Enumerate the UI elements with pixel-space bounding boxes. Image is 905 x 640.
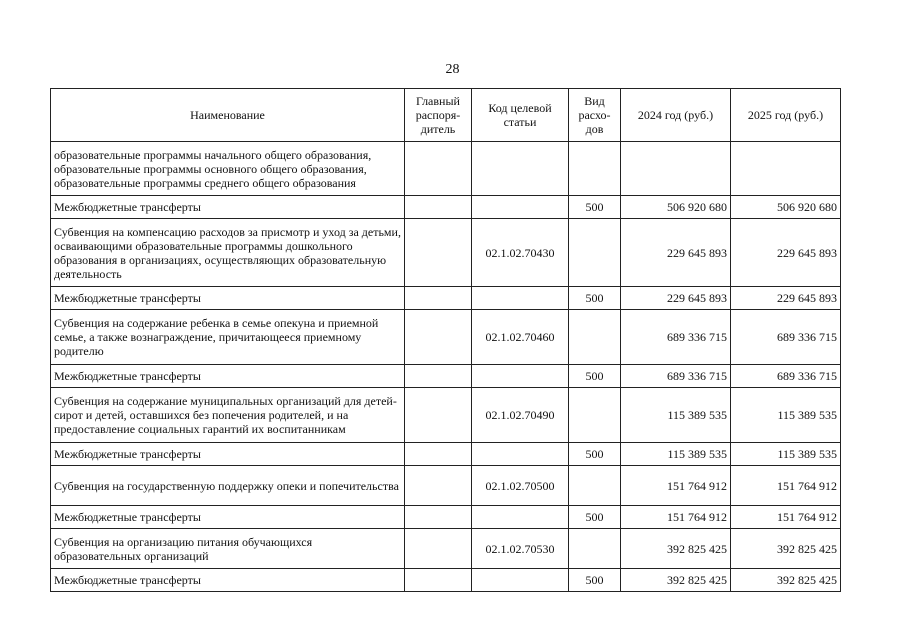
row-target-code xyxy=(472,506,569,529)
header-main-manager: Главный распоря-дитель xyxy=(405,89,472,142)
table-row xyxy=(51,466,841,506)
row-amount-2025: 229 645 893 xyxy=(731,287,841,310)
row-amount-2025: 229 645 893 xyxy=(731,219,841,287)
row-amount-2024: 115 389 535 xyxy=(621,443,731,466)
table-row xyxy=(51,196,841,219)
row-expense-type: 500 xyxy=(569,287,621,310)
row-name: Межбюджетные трансферты xyxy=(51,287,405,310)
table-row xyxy=(51,142,841,196)
row-amount-2025: 115 389 535 xyxy=(731,443,841,466)
row-amount-2024: 151 764 912 xyxy=(621,506,731,529)
row-target-code: 02.1.02.70490 xyxy=(472,388,569,443)
row-expense-type: 500 xyxy=(569,443,621,466)
row-name: Субвенция на содержание муниципальных организаций для детей-сирот и детей, оставшихся без попечения родителей, и на предоставление социальных гарантий их воспитанникам xyxy=(51,388,405,443)
table-row xyxy=(51,443,841,466)
row-amount-2025: 151 764 912 xyxy=(731,466,841,506)
row-target-code xyxy=(472,443,569,466)
row-amount-2024: 115 389 535 xyxy=(621,388,731,443)
row-amount-2024: 689 336 715 xyxy=(621,310,731,365)
row-main-manager xyxy=(405,388,472,443)
row-expense-type xyxy=(569,310,621,365)
row-amount-2025: 392 825 425 xyxy=(731,569,841,592)
row-name: образовательные программы начального общего образования, образовательные программы основного общего образования, образовательные программы среднего общего образования xyxy=(51,142,405,196)
header-target-code: Код целевой статьи xyxy=(472,89,569,142)
row-name: Субвенция на содержание ребенка в семье опекуна и приемной семье, а также вознаграждение, причитающееся приемному родителю xyxy=(51,310,405,365)
row-main-manager xyxy=(405,142,472,196)
row-amount-2024: 392 825 425 xyxy=(621,529,731,569)
row-amount-2025: 689 336 715 xyxy=(731,310,841,365)
row-target-code: 02.1.02.70430 xyxy=(472,219,569,287)
table-row xyxy=(51,310,841,365)
row-amount-2024: 392 825 425 xyxy=(621,569,731,592)
row-amount-2025: 506 920 680 xyxy=(731,196,841,219)
row-amount-2024: 229 645 893 xyxy=(621,287,731,310)
row-main-manager xyxy=(405,196,472,219)
row-expense-type: 500 xyxy=(569,569,621,592)
row-amount-2025 xyxy=(731,142,841,196)
row-target-code xyxy=(472,569,569,592)
page-number: 28 xyxy=(445,62,460,77)
row-target-code xyxy=(472,142,569,196)
table-row xyxy=(51,219,841,287)
table-row xyxy=(51,569,841,592)
row-expense-type xyxy=(569,219,621,287)
row-amount-2024: 689 336 715 xyxy=(621,365,731,388)
row-expense-type: 500 xyxy=(569,506,621,529)
row-target-code: 02.1.02.70500 xyxy=(472,466,569,506)
row-main-manager xyxy=(405,466,472,506)
row-main-manager xyxy=(405,443,472,466)
row-amount-2025: 151 764 912 xyxy=(731,506,841,529)
table-row xyxy=(51,506,841,529)
row-expense-type: 500 xyxy=(569,365,621,388)
row-main-manager xyxy=(405,287,472,310)
row-amount-2025: 392 825 425 xyxy=(731,529,841,569)
row-expense-type xyxy=(569,529,621,569)
row-name: Межбюджетные трансферты xyxy=(51,506,405,529)
table-row xyxy=(51,529,841,569)
table-row xyxy=(51,388,841,443)
row-name: Субвенция на государственную поддержку опеки и попечительства xyxy=(51,466,405,506)
header-year-2025: 2025 год (руб.) xyxy=(731,89,841,142)
row-main-manager xyxy=(405,506,472,529)
row-expense-type xyxy=(569,388,621,443)
row-main-manager xyxy=(405,219,472,287)
row-amount-2024 xyxy=(621,142,731,196)
header-expense-type: Вид расхо-дов xyxy=(569,89,621,142)
row-target-code xyxy=(472,287,569,310)
row-main-manager xyxy=(405,365,472,388)
row-expense-type xyxy=(569,466,621,506)
row-target-code xyxy=(472,196,569,219)
table-header-row xyxy=(51,89,841,142)
row-amount-2024: 151 764 912 xyxy=(621,466,731,506)
row-target-code: 02.1.02.70460 xyxy=(472,310,569,365)
row-expense-type: 500 xyxy=(569,196,621,219)
row-amount-2025: 689 336 715 xyxy=(731,365,841,388)
row-target-code xyxy=(472,365,569,388)
row-name: Субвенция на организацию питания обучающихся образовательных организаций xyxy=(51,529,405,569)
row-name: Субвенция на компенсацию расходов за присмотр и уход за детьми, осваивающими образовательные программы дошкольного образования в организациях, осуществляющих образовательную деятельность xyxy=(51,219,405,287)
row-amount-2025: 115 389 535 xyxy=(731,388,841,443)
row-name: Межбюджетные трансферты xyxy=(51,443,405,466)
row-main-manager xyxy=(405,529,472,569)
row-main-manager xyxy=(405,569,472,592)
row-target-code: 02.1.02.70530 xyxy=(472,529,569,569)
row-main-manager xyxy=(405,310,472,365)
row-expense-type xyxy=(569,142,621,196)
budget-table xyxy=(50,88,841,592)
row-amount-2024: 506 920 680 xyxy=(621,196,731,219)
row-name: Межбюджетные трансферты xyxy=(51,365,405,388)
row-name: Межбюджетные трансферты xyxy=(51,569,405,592)
header-name: Наименование xyxy=(51,89,405,142)
row-name: Межбюджетные трансферты xyxy=(51,196,405,219)
row-amount-2024: 229 645 893 xyxy=(621,219,731,287)
header-year-2024: 2024 год (руб.) xyxy=(621,89,731,142)
table-row xyxy=(51,365,841,388)
table-row xyxy=(51,287,841,310)
